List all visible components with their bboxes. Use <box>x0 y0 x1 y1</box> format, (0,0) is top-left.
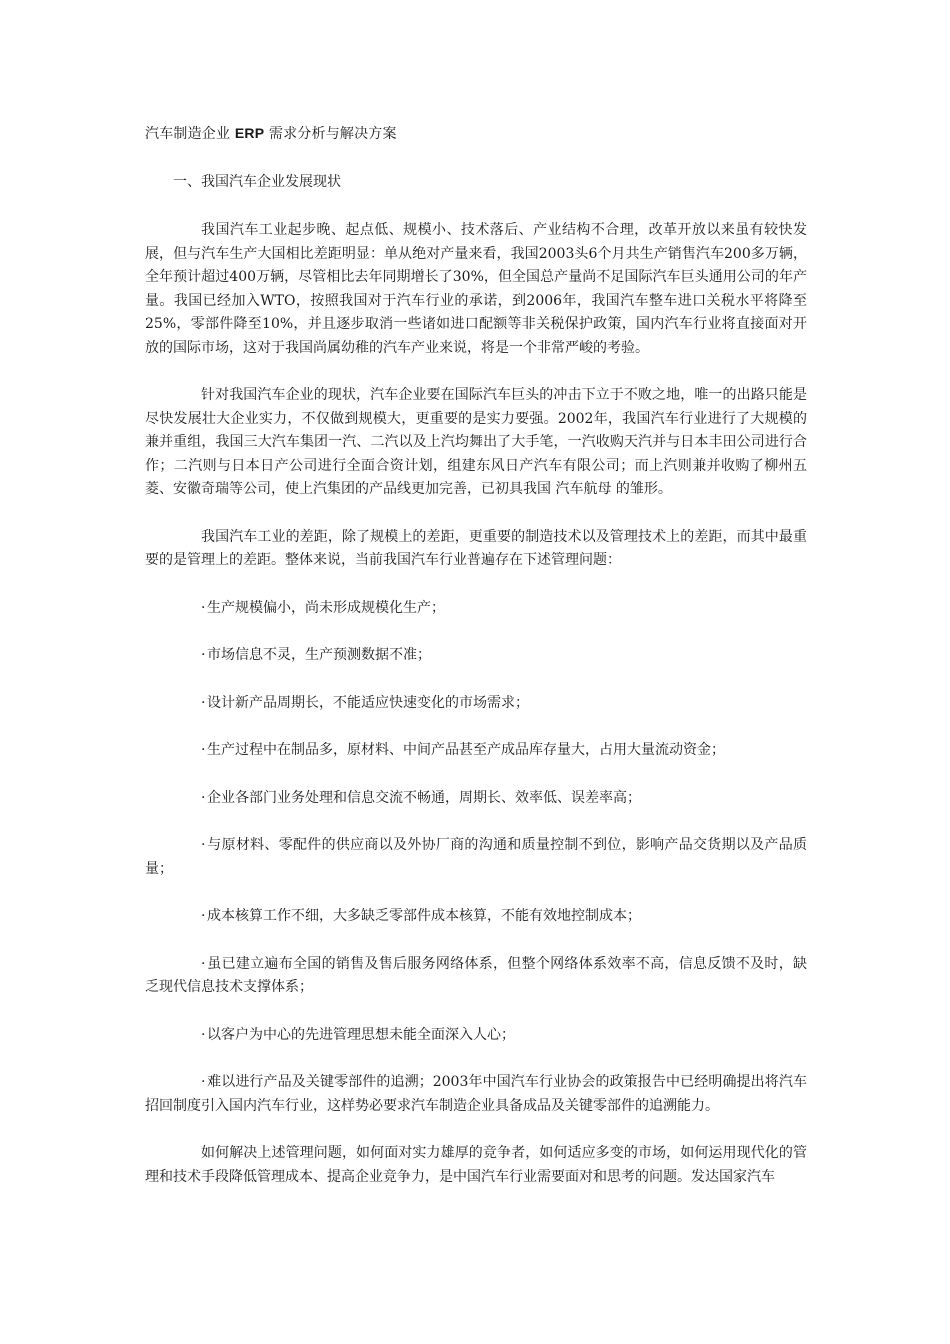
bullet-marker: · <box>201 837 206 853</box>
list-item-text: 成本核算工作不细，大多缺乏零部件成本核算，不能有效地控制成本； <box>207 908 641 924</box>
list-item-text: 生产规模偏小，尚未形成规模化生产； <box>207 599 445 616</box>
bullet-marker: · <box>201 908 206 924</box>
list-item <box>145 692 807 716</box>
bullet-marker: · <box>201 1026 206 1043</box>
list-item <box>145 953 807 1000</box>
list-item <box>145 597 807 621</box>
list-item <box>145 644 807 668</box>
paragraph-closing: 如何解决上述管理问题，如何面对实力雄厚的竞争者，如何适应多变的市场，如何运用现代化的管理和技术手段降低管理成本、提高企业竞争力，是中国汽车行业需要面对和思考的问题。发达国家汽车 <box>145 1145 807 1185</box>
list-item <box>145 834 807 881</box>
list-item <box>145 1071 807 1118</box>
title-erp: ERP <box>234 125 265 141</box>
list-item <box>145 1024 807 1048</box>
list-item <box>145 787 807 811</box>
document-body <box>145 122 807 1213</box>
list-item <box>145 739 807 763</box>
list-item-text: 以客户为中心的先进管理思想未能全面深入人心； <box>207 1026 515 1043</box>
list-item-text: 设计新产品周期长，不能适应快速变化的市场需求； <box>207 694 529 711</box>
paragraph-management-gap: 我国汽车工业的差距，除了规模上的差距，更重要的制造技术以及管理技术上的差距，而其中最重要的是管理上的差距。整体来说，当前我国汽车行业普遍存在下述管理问题： <box>145 528 807 568</box>
list-item-text: 生产过程中在制品多，原材料、中间产品甚至产成品库存量大，占用大量流动资金； <box>207 742 725 758</box>
list-item-text: 市场信息不灵，生产预测数据不准； <box>207 647 431 663</box>
list-item-text: 与原材料、零配件的供应商以及外协厂商的沟通和质量控制不到位，影响产品交货期以及产品质量； <box>145 837 807 877</box>
bullet-marker: · <box>201 647 206 663</box>
title-suffix: 需求分析与解决方案 <box>264 126 397 142</box>
list-item-text: 虽已建立遍布全国的销售及售后服务网络体系，但整个网络体系效率不高，信息反馈不及时，缺乏现代信息技术支撑体系； <box>145 955 807 995</box>
list-item-text: 难以进行产品及关键零部件的追溯；2003年中国汽车行业协会的政策报告中已经明确提出将汽车招回制度引入国内汽车行业，这样势必要求汽车制造企业具备成品及关键零部件的追溯能力。 <box>145 1074 807 1114</box>
bullet-marker: · <box>201 742 206 758</box>
document-title <box>145 122 807 147</box>
list-item <box>145 905 807 929</box>
list-item-text: 企业各部门业务处理和信息交流不畅通，周期长、效率低、误差率高； <box>207 789 641 806</box>
bullet-marker: · <box>201 955 206 972</box>
section-heading: 一、我国汽车企业发展现状 <box>173 173 341 190</box>
title-prefix: 汽车制造企业 <box>145 126 235 142</box>
bullet-marker: · <box>201 789 206 806</box>
bullet-marker: · <box>201 599 206 616</box>
bullet-marker: · <box>201 694 206 711</box>
paragraph-industry-status: 我国汽车工业起步晚、起点低、规模小、技术落后、产业结构不合理，改革开放以来虽有较快发展，但与汽车生产大国相比差距明显：单从绝对产量来看，我国2003头6个月共生产销售汽车200多万辆，全年预计超过400万辆，尽管相比去年同期增长了30%，但全国总产量尚不足国际汽车巨头通用公司的年产量。我国已经加入WTO，按照我国对于汽车行业的承诺，到2006年，我国汽车整车进口关税水平将降至25%，零部件降至10%，并且逐步取消一些诸如进口配额等非关税保护政策，国内汽车行业将直接面对开放的国际市场，这对于我国尚属幼稚的汽车产业来说，将是一个非常严峻的考验。 <box>145 222 807 356</box>
paragraph-enterprise-strategy: 针对我国汽车企业的现状，汽车企业要在国际汽车巨头的冲击下立于不败之地，唯一的出路只能是尽快发展壮大企业实力，不仅做到规模大，更重要的是实力要强。2002年，我国汽车行业进行了大规模的兼并重组，我国三大汽车集团一汽、二汽以及上汽均舞出了大手笔，一汽收购天汽并与日本丰田公司进行合作；二汽则与日本日产公司进行全面合资计划，组建东风日产汽车有限公司；而上汽则兼并收购了柳州五菱、安徽奇瑞等公司，使上汽集团的产品线更加完善，已初具我国 汽车航母 的雏形。 <box>145 387 807 497</box>
bullet-marker: · <box>201 1074 206 1090</box>
